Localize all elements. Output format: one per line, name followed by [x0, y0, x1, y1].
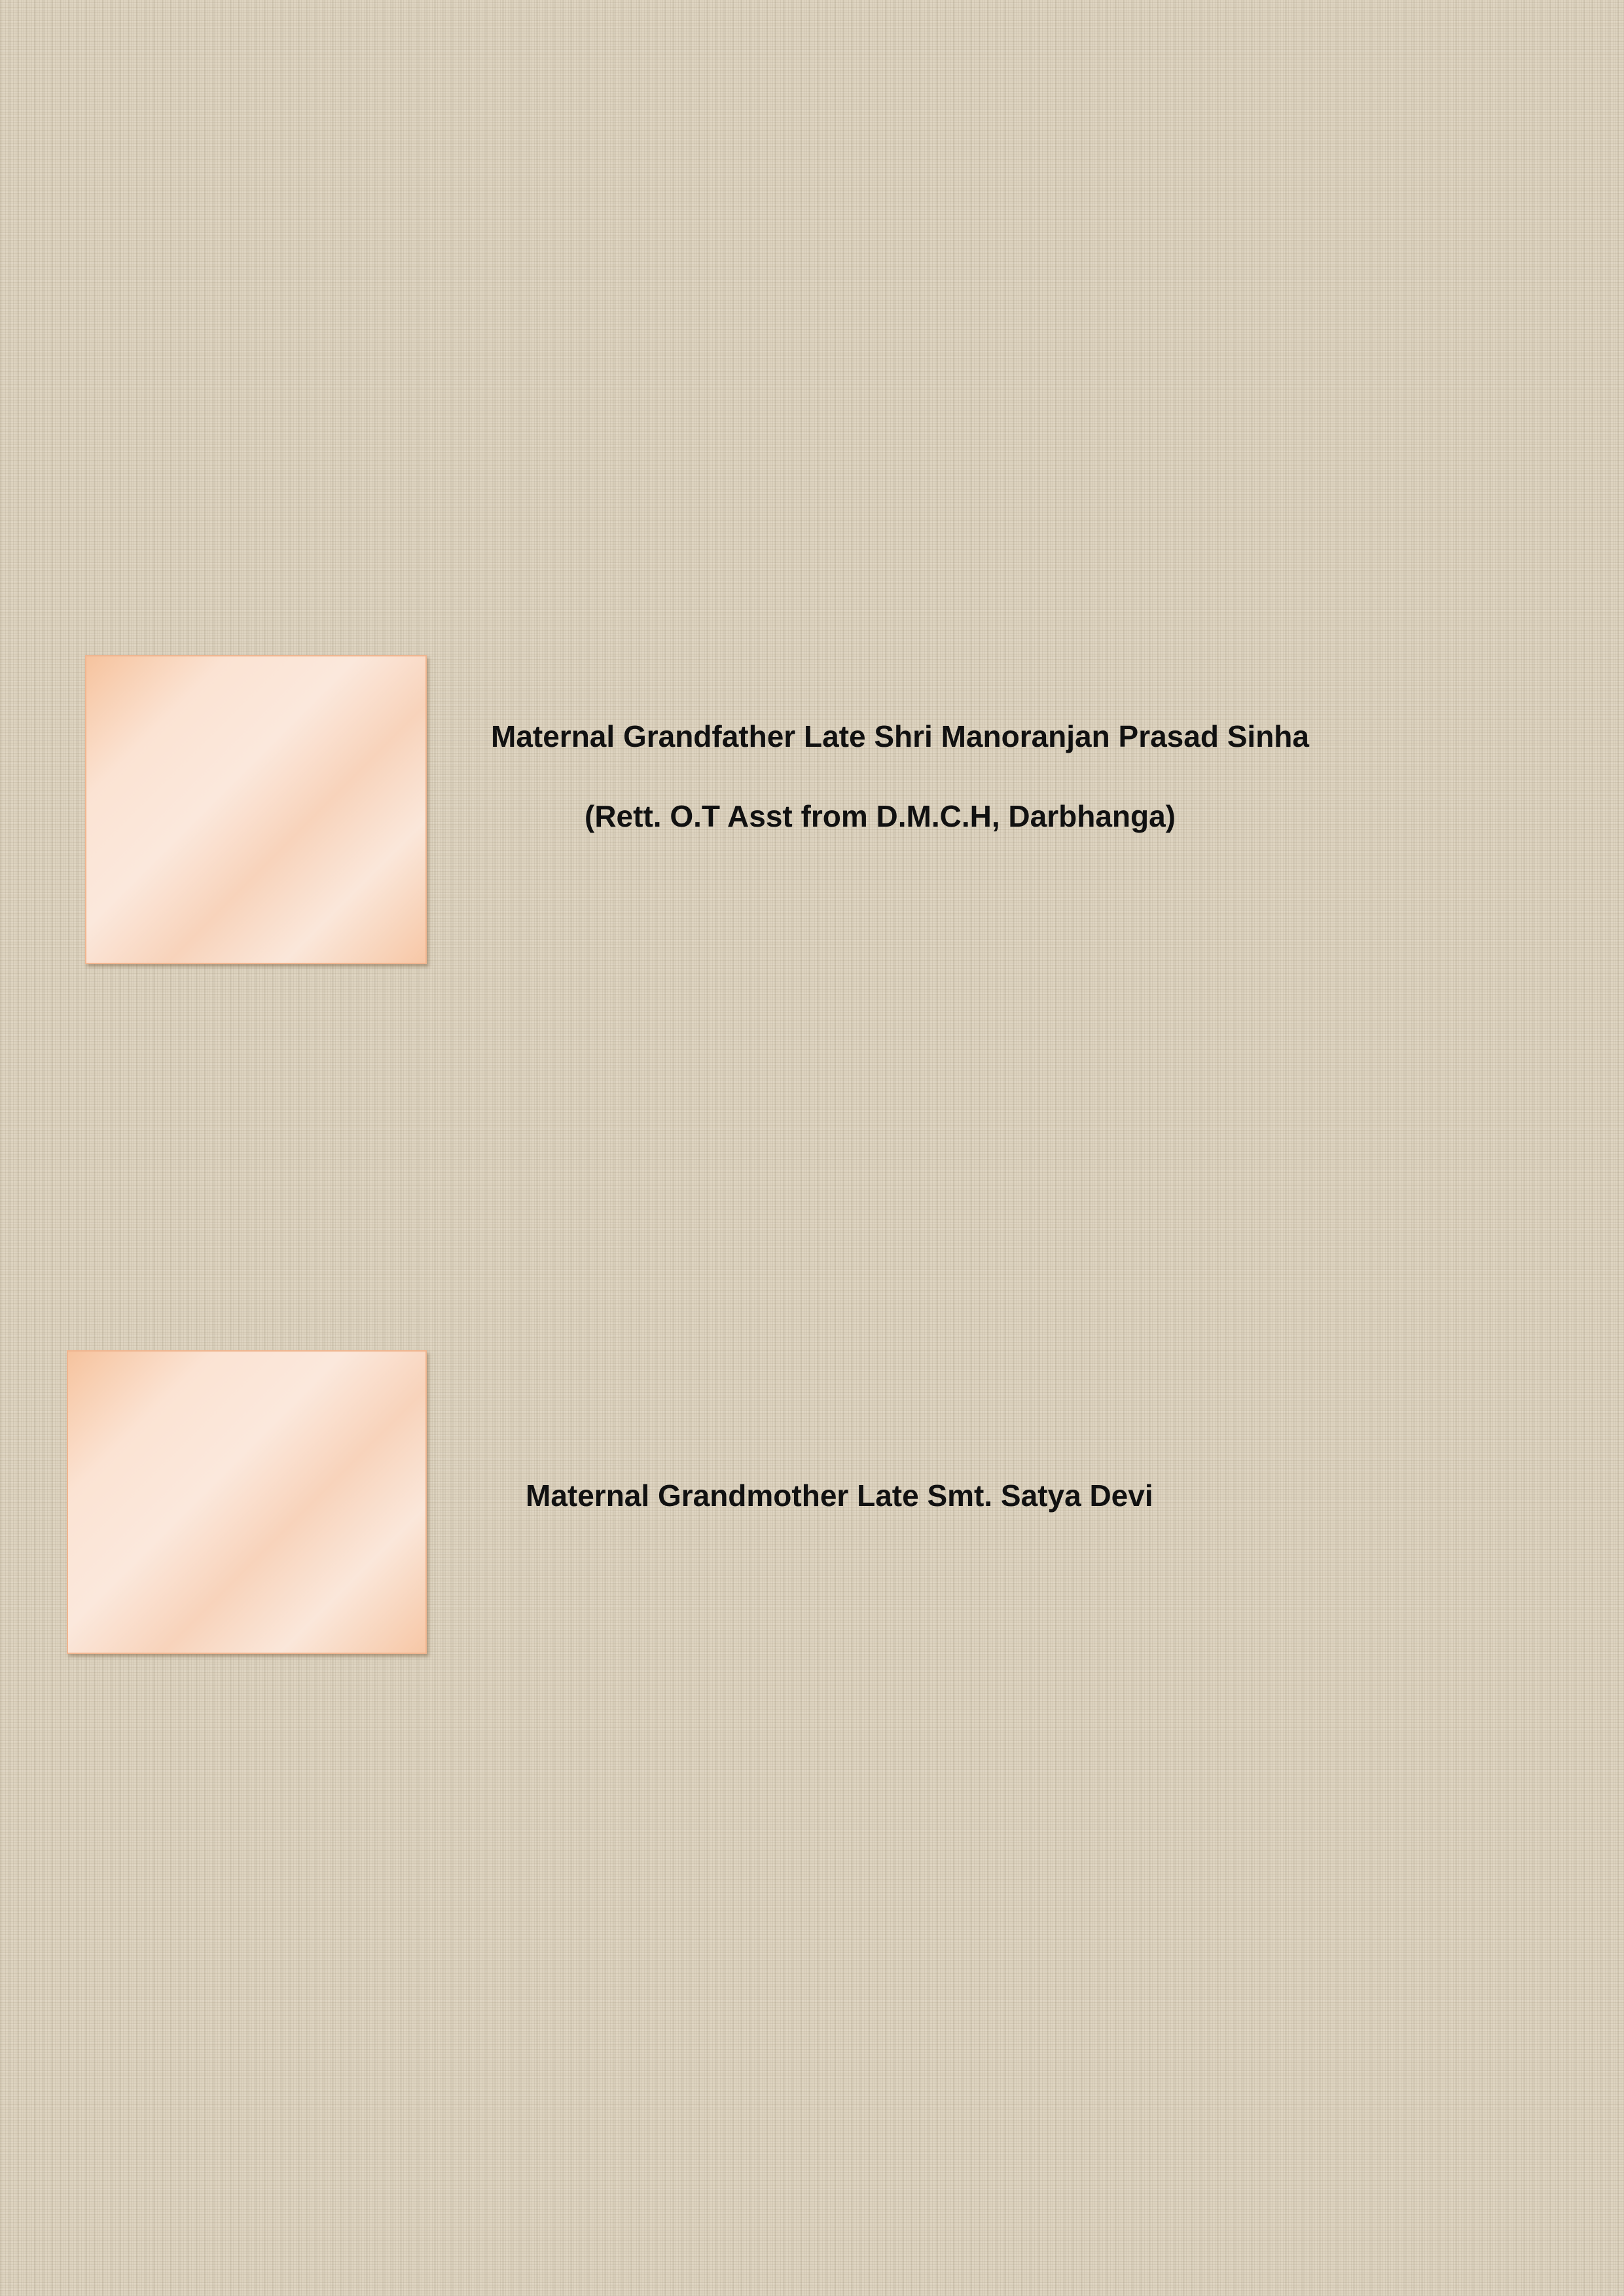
- grandfather-photo-frame: [85, 655, 427, 964]
- grandfather-caption: Maternal Grandfather Late Shri Manoranjan Prasad Sinha: [491, 719, 1309, 753]
- grandfather-subtitle: (Rett. O.T Asst from D.M.C.H, Darbhanga): [585, 799, 1176, 833]
- grandmother-caption: Maternal Grandmother Late Smt. Satya Devi: [526, 1479, 1153, 1513]
- grandmother-photo-frame: [67, 1350, 427, 1654]
